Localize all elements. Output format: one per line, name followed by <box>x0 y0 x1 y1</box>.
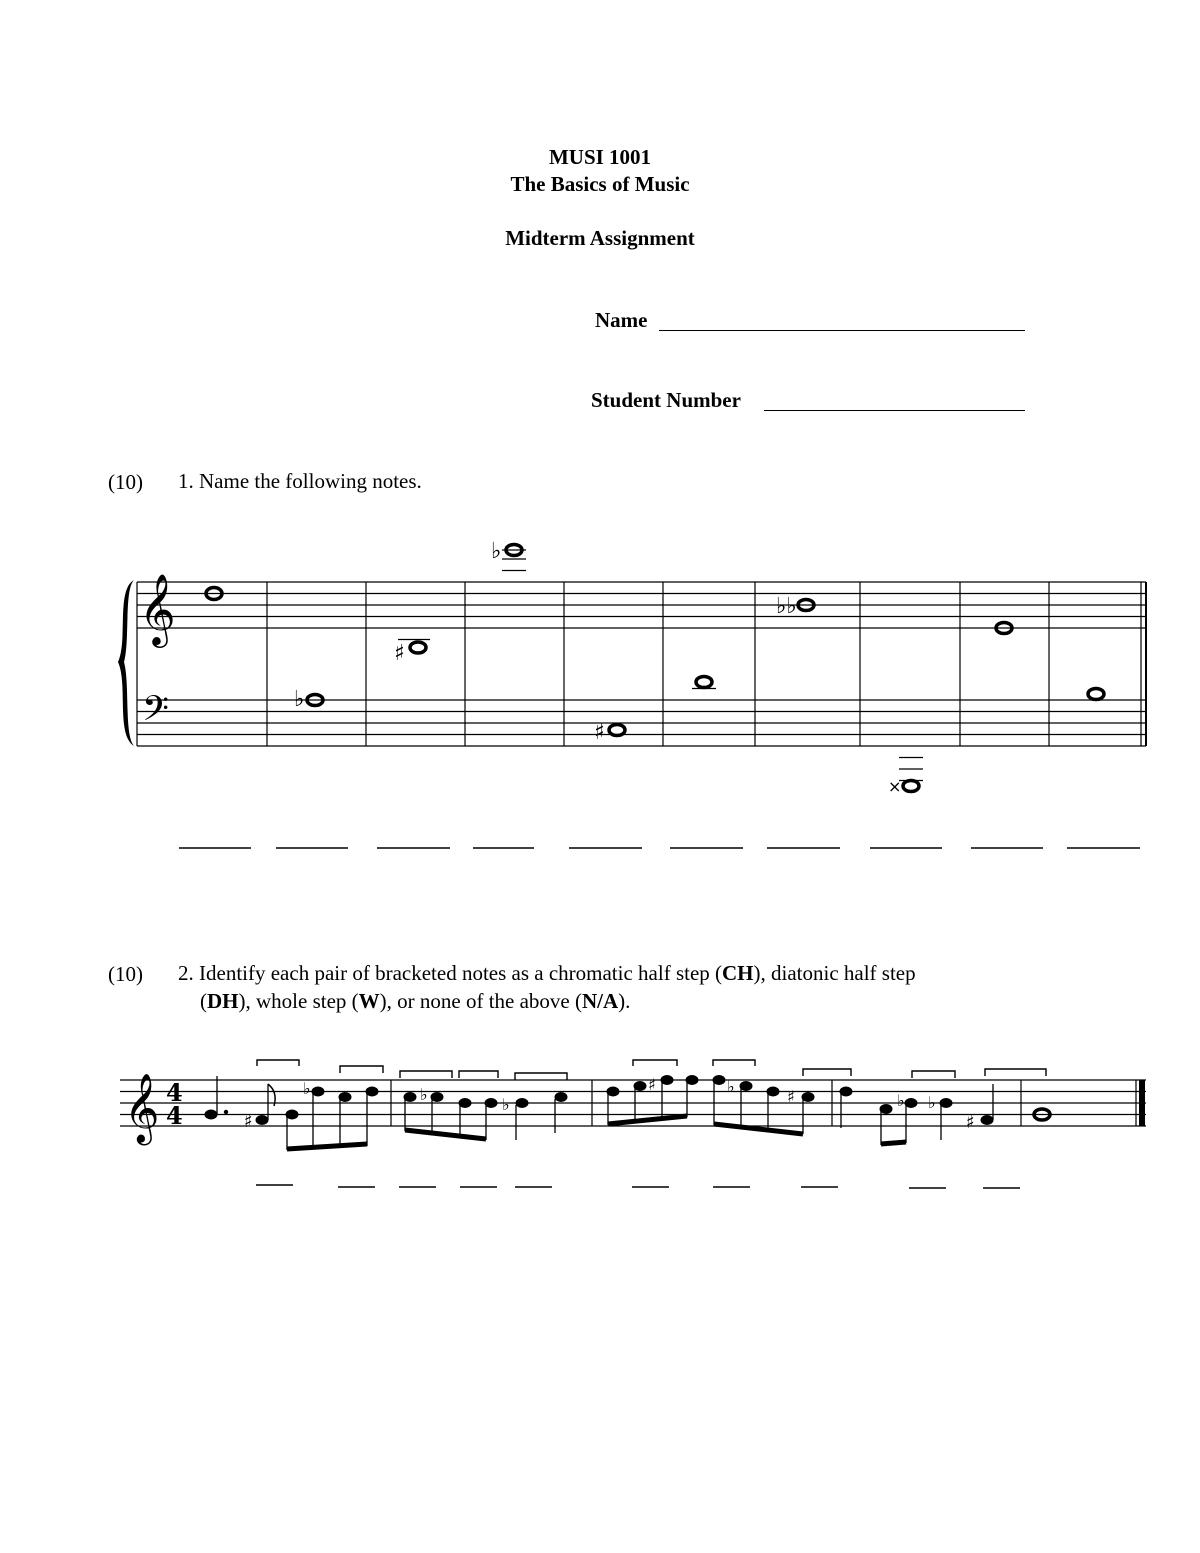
name-label: Name <box>595 308 648 332</box>
svg-text:♯: ♯ <box>594 720 605 745</box>
melody-measure-1 <box>205 1076 379 1150</box>
interval-bracket <box>515 1073 567 1080</box>
question-2-text-part: ), whole step ( <box>238 989 359 1013</box>
question-2-number: 2. <box>178 961 194 985</box>
svg-text:♭: ♭ <box>420 1085 428 1104</box>
melody-measure-2 <box>404 1085 568 1140</box>
question-1-points: (10) <box>108 470 143 494</box>
course-title: The Basics of Music <box>510 172 690 196</box>
question-1-number: 1. <box>178 469 194 493</box>
bass-clef-icon: 𝄢 <box>142 688 170 737</box>
assignment-title: Midterm Assignment <box>505 226 695 250</box>
svg-text:♭: ♭ <box>502 1095 510 1114</box>
interval-bracket <box>985 1069 1046 1076</box>
svg-text:♭: ♭ <box>294 687 305 712</box>
question-2-points: (10) <box>108 962 143 986</box>
interval-bracket <box>257 1060 299 1066</box>
question-2-text-part: ( <box>200 989 207 1013</box>
svg-text:♯: ♯ <box>394 641 405 666</box>
svg-text:×: × <box>888 777 902 796</box>
abbrev-w: W <box>358 989 380 1013</box>
svg-text:♯: ♯ <box>966 1112 975 1133</box>
question-2-text-part: ), diatonic half step <box>753 961 916 985</box>
student-number-label: Student Number <box>591 388 741 412</box>
time-signature-top: 4 <box>166 1078 183 1107</box>
svg-text:♯: ♯ <box>244 1111 253 1132</box>
question-1-prompt: Name the following notes. <box>199 469 422 493</box>
abbrev-na: N/A <box>581 989 619 1013</box>
question-2-text-part: Identify each pair of bracketed notes as a chromatic half step ( <box>199 961 723 985</box>
svg-text:♭: ♭ <box>928 1093 936 1112</box>
course-code: MUSI 1001 <box>548 145 652 169</box>
melody-measure-3 <box>607 1075 815 1134</box>
treble-clef-icon: 𝄞 <box>139 572 176 645</box>
melody-treble-clef-icon: 𝄞 <box>124 1073 160 1143</box>
svg-text:♭: ♭ <box>491 539 502 564</box>
time-signature-bottom: 4 <box>166 1101 183 1130</box>
interval-bracket <box>912 1071 955 1078</box>
question-2-answer-blanks <box>256 1185 1020 1188</box>
svg-text:♭: ♭ <box>303 1079 311 1098</box>
question-2-text-part: ). <box>618 989 631 1013</box>
svg-text:♭: ♭ <box>897 1091 905 1110</box>
interval-bracket <box>633 1060 677 1066</box>
svg-text:♭♭: ♭♭ <box>776 594 797 619</box>
svg-text:♯: ♯ <box>648 1075 656 1094</box>
interval-bracket <box>459 1071 498 1078</box>
abbrev-dh: DH <box>207 989 239 1013</box>
abbrev-ch: CH <box>722 961 754 985</box>
svg-text:♯: ♯ <box>787 1087 795 1106</box>
interval-bracket <box>340 1066 383 1073</box>
interval-bracket <box>803 1069 851 1076</box>
interval-bracket <box>400 1071 452 1078</box>
question-2-text-part: ), or none of the above ( <box>379 989 582 1013</box>
svg-text:♭: ♭ <box>727 1077 735 1096</box>
interval-bracket <box>713 1060 755 1066</box>
